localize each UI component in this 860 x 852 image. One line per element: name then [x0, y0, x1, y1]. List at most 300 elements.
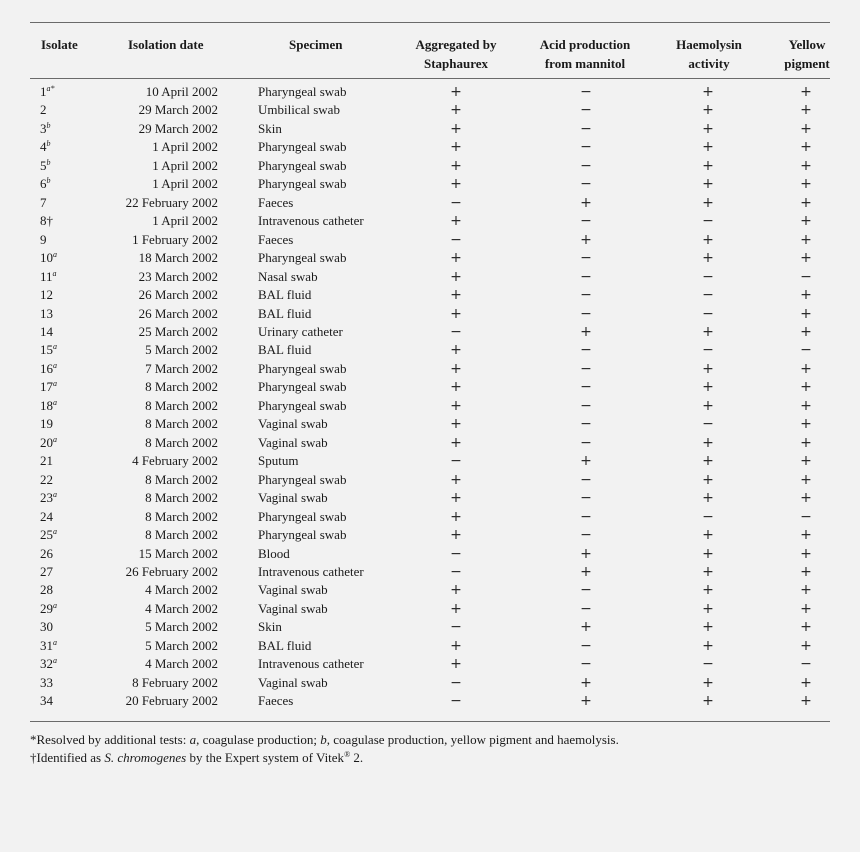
isolation-date-cell: 8 March 2002: [145, 397, 218, 413]
isolation-date-cell: 26 February 2002: [125, 563, 218, 579]
isolation-date-cell: 1 April 2002: [152, 213, 218, 229]
haemolysin-result: −: [702, 305, 714, 322]
haemolysin-result: +: [702, 323, 714, 340]
aggregated-result: −: [450, 323, 462, 340]
isolation-date-cell: 4 March 2002: [145, 600, 218, 616]
table-row: [0, 268, 860, 286]
acid-production-result: −: [580, 600, 592, 617]
footnote-resolved-b: b: [320, 732, 327, 747]
specimen-cell: Pharyngeal swab: [258, 176, 347, 192]
isolate-number: 3: [40, 120, 47, 136]
specimen-cell: Pharyngeal swab: [258, 250, 347, 266]
isolate-footnote-mark: a: [53, 342, 57, 352]
haemolysin-result: −: [702, 342, 714, 359]
table-row: [0, 212, 860, 230]
isolation-date-cell: 7 March 2002: [145, 360, 218, 376]
isolate-number: 12: [40, 287, 53, 303]
haemolysin-result: +: [702, 379, 714, 396]
isolate-cell: [40, 545, 53, 563]
isolate-number: 7: [40, 194, 47, 210]
haemolysin-result: +: [702, 490, 714, 507]
isolate-footnote-mark: a: [53, 360, 57, 370]
isolate-number: 14: [40, 323, 53, 339]
acid-production-result: −: [580, 397, 592, 414]
isolate-cell: [40, 581, 53, 599]
specimen-cell: Faeces: [258, 693, 294, 709]
specimen-cell: BAL fluid: [258, 637, 312, 653]
table-row: [0, 600, 860, 618]
aggregated-result: +: [450, 600, 462, 617]
isolate-cell: [40, 120, 51, 138]
specimen-cell: BAL fluid: [258, 342, 312, 358]
aggregated-result: +: [450, 508, 462, 525]
isolate-number: 31: [40, 637, 53, 653]
isolate-number: 21: [40, 453, 53, 469]
aggregated-result: +: [450, 471, 462, 488]
aggregated-result: −: [450, 194, 462, 211]
yellow-pigment-result: +: [800, 231, 812, 248]
aggregated-result: +: [450, 268, 462, 285]
yellow-pigment-result: +: [800, 582, 812, 599]
isolate-cell: [40, 600, 57, 618]
table-row: [0, 655, 860, 673]
acid-production-result: +: [580, 693, 592, 710]
isolation-date-cell: 23 March 2002: [138, 268, 218, 284]
isolate-cell: [40, 618, 53, 636]
aggregated-result: +: [450, 287, 462, 304]
specimen-cell: Faeces: [258, 194, 294, 210]
isolate-footnote-mark: a: [53, 656, 57, 666]
specimen-cell: Vaginal swab: [258, 434, 328, 450]
acid-production-result: −: [580, 287, 592, 304]
specimen-cell: Sputum: [258, 453, 299, 469]
aggregated-result: −: [450, 693, 462, 710]
isolate-cell: [40, 341, 57, 359]
isolate-cell: [40, 692, 53, 710]
isolation-date-cell: 1 April 2002: [152, 157, 218, 173]
acid-production-result: +: [580, 231, 592, 248]
yellow-pigment-result: +: [800, 157, 812, 174]
header-rule: [30, 78, 830, 79]
yellow-pigment-result: +: [800, 305, 812, 322]
header-acid-line2: from mannitol: [544, 56, 626, 71]
acid-production-result: −: [580, 268, 592, 285]
haemolysin-result: +: [702, 157, 714, 174]
specimen-cell: Vaginal swab: [258, 416, 328, 432]
haemolysin-result: −: [702, 268, 714, 285]
haemolysin-result: −: [702, 416, 714, 433]
isolate-number: 34: [40, 693, 53, 709]
footnote-resolved: [30, 731, 619, 749]
aggregated-result: +: [450, 360, 462, 377]
isolate-number: 24: [40, 508, 53, 524]
haemolysin-result: +: [702, 674, 714, 691]
isolate-number: 19: [40, 416, 53, 432]
acid-production-result: −: [580, 471, 592, 488]
haemolysin-result: +: [702, 693, 714, 710]
footnote-identified-mid: by the Expert system of Vitek: [186, 750, 345, 765]
isolate-footnote-mark: a: [53, 250, 57, 260]
isolate-footnote-mark: b: [46, 139, 51, 149]
yellow-pigment-result: +: [800, 213, 812, 230]
aggregated-result: +: [450, 379, 462, 396]
acid-production-result: −: [580, 250, 592, 267]
acid-production-result: −: [580, 213, 592, 230]
isolate-cell: [40, 323, 53, 341]
isolate-number: 1: [40, 84, 47, 99]
isolate-cell: [40, 138, 51, 156]
isolation-date-cell: 8 March 2002: [145, 379, 218, 395]
isolate-cell: [40, 268, 57, 286]
yellow-pigment-result: +: [800, 120, 812, 137]
bottom-rule: [30, 721, 830, 722]
isolate-number: 17: [40, 379, 53, 395]
isolate-cell: [40, 526, 57, 544]
isolation-date-cell: 8 March 2002: [145, 471, 218, 487]
yellow-pigment-result: −: [800, 268, 812, 285]
yellow-pigment-result: +: [800, 563, 812, 580]
specimen-cell: Skin: [258, 120, 282, 136]
table-row: [0, 157, 860, 175]
isolate-footnote-mark: a: [52, 268, 57, 278]
specimen-cell: Vaginal swab: [258, 490, 328, 506]
aggregated-result: +: [450, 397, 462, 414]
isolate-cell: [40, 655, 57, 673]
isolate-cell: [40, 286, 53, 304]
haemolysin-result: +: [702, 360, 714, 377]
isolation-date-cell: 8 February 2002: [132, 674, 218, 690]
yellow-pigment-result: +: [800, 360, 812, 377]
haemolysin-result: +: [702, 563, 714, 580]
yellow-pigment-result: +: [800, 453, 812, 470]
aggregated-result: +: [450, 305, 462, 322]
footnote-resolved-prefix: *Resolved by additional tests:: [30, 732, 190, 747]
aggregated-result: +: [450, 176, 462, 193]
table-row: [0, 415, 860, 433]
specimen-cell: Intravenous catheter: [258, 563, 364, 579]
acid-production-result: −: [580, 176, 592, 193]
isolate-footnote-mark: a: [53, 490, 57, 500]
isolation-date-cell: 8 March 2002: [145, 508, 218, 524]
specimen-cell: BAL fluid: [258, 287, 312, 303]
aggregated-result: +: [450, 637, 462, 654]
haemolysin-result: +: [702, 619, 714, 636]
yellow-pigment-result: +: [800, 323, 812, 340]
table-row: [0, 471, 860, 489]
acid-production-result: −: [580, 508, 592, 525]
header-yellow-line1: Yellow: [788, 37, 826, 52]
footnote-identified-suffix: 2.: [350, 750, 364, 765]
isolate-number: 6: [40, 176, 47, 192]
specimen-cell: Pharyngeal swab: [258, 379, 347, 395]
table-row: [0, 83, 860, 101]
acid-production-result: −: [580, 360, 592, 377]
isolation-date-cell: 1 April 2002: [152, 176, 218, 192]
acid-production-result: −: [580, 490, 592, 507]
isolate-cell: [40, 378, 57, 396]
isolation-date-cell: 26 March 2002: [138, 305, 218, 321]
isolate-number: 33: [40, 674, 53, 690]
isolate-number: 15: [40, 342, 53, 358]
isolate-number: 22: [40, 471, 53, 487]
header-specimen: Specimen: [289, 37, 343, 52]
acid-production-result: −: [580, 379, 592, 396]
isolate-cell: [40, 563, 53, 581]
isolate-cell: [40, 360, 57, 378]
header-yellow-line2: pigment: [784, 56, 830, 71]
aggregated-result: +: [450, 102, 462, 119]
yellow-pigment-result: +: [800, 416, 812, 433]
specimen-cell: Umbilical swab: [258, 102, 340, 118]
isolation-date-cell: 26 March 2002: [138, 287, 218, 303]
footnote-species: S. chromogenes: [104, 750, 187, 765]
specimen-cell: Pharyngeal swab: [258, 471, 347, 487]
isolate-cell: [40, 637, 57, 655]
haemolysin-result: −: [702, 508, 714, 525]
top-rule: [30, 22, 830, 23]
header-aggregated-line1: Aggregated by: [415, 37, 497, 52]
specimen-cell: Pharyngeal swab: [258, 527, 347, 543]
footnote-identified: [30, 749, 363, 767]
table-row: [0, 360, 860, 378]
isolation-date-cell: 10 April 2002: [145, 84, 218, 99]
haemolysin-result: +: [702, 545, 714, 562]
table-row: [0, 452, 860, 470]
table-row: [0, 323, 860, 341]
registered-mark: ®: [344, 750, 351, 759]
aggregated-result: +: [450, 139, 462, 156]
table-row: [0, 341, 860, 359]
specimen-cell: Pharyngeal swab: [258, 84, 347, 99]
acid-production-result: +: [580, 194, 592, 211]
aggregated-result: +: [450, 120, 462, 137]
table-row: [0, 175, 860, 193]
haemolysin-result: +: [702, 397, 714, 414]
aggregated-result: +: [450, 527, 462, 544]
specimen-cell: Pharyngeal swab: [258, 157, 347, 173]
isolation-date-cell: 1 April 2002: [152, 139, 218, 155]
haemolysin-result: +: [702, 84, 714, 100]
header-aggregated-line2: Staphaurex: [423, 56, 489, 71]
acid-production-result: −: [580, 342, 592, 359]
yellow-pigment-result: +: [800, 490, 812, 507]
specimen-cell: Skin: [258, 619, 282, 635]
table-row: [0, 434, 860, 452]
isolate-cell: [40, 452, 53, 470]
isolate-cell: [40, 194, 47, 212]
aggregated-result: +: [450, 213, 462, 230]
aggregated-result: +: [450, 250, 462, 267]
aggregated-result: +: [450, 84, 462, 100]
isolate-cell: [40, 101, 47, 119]
isolate-cell: [40, 674, 53, 692]
isolation-date-cell: 5 March 2002: [145, 342, 218, 358]
table-row: [0, 674, 860, 692]
haemolysin-result: +: [702, 471, 714, 488]
haemolysin-result: −: [702, 213, 714, 230]
isolate-number: 29: [40, 600, 53, 616]
table-row: [0, 637, 860, 655]
yellow-pigment-result: +: [800, 637, 812, 654]
isolate-cell: [40, 305, 53, 323]
header-yellow-pigment: [774, 35, 840, 73]
acid-production-result: +: [580, 674, 592, 691]
specimen-cell: Pharyngeal swab: [258, 397, 347, 413]
isolate-footnote-mark: a*: [46, 84, 55, 93]
header-aggregated: [405, 35, 507, 73]
isolate-footnote-mark: b: [46, 176, 51, 186]
table-row: [0, 581, 860, 599]
acid-production-result: +: [580, 619, 592, 636]
aggregated-result: +: [450, 342, 462, 359]
yellow-pigment-result: +: [800, 619, 812, 636]
table-row: [0, 305, 860, 323]
yellow-pigment-result: −: [800, 656, 812, 673]
isolate-cell: [40, 471, 53, 489]
acid-production-result: +: [580, 453, 592, 470]
acid-production-result: +: [580, 563, 592, 580]
table-row: [0, 563, 860, 581]
table-row: [0, 618, 860, 636]
isolate-number: 10: [40, 250, 53, 266]
yellow-pigment-result: +: [800, 139, 812, 156]
haemolysin-result: +: [702, 453, 714, 470]
isolation-date-cell: 25 March 2002: [138, 323, 218, 339]
isolation-date-cell: 5 March 2002: [145, 637, 218, 653]
yellow-pigment-result: +: [800, 176, 812, 193]
isolate-number: 4: [40, 139, 47, 155]
isolation-date-cell: 5 March 2002: [145, 619, 218, 635]
isolate-number: 30: [40, 619, 53, 635]
yellow-pigment-result: +: [800, 379, 812, 396]
isolate-number: 32: [40, 656, 53, 672]
acid-production-result: −: [580, 582, 592, 599]
yellow-pigment-result: +: [800, 674, 812, 691]
isolate-footnote-mark: a: [53, 397, 57, 407]
acid-production-result: +: [580, 323, 592, 340]
header-acid-production: [527, 35, 643, 73]
header-haemolysin-line2: activity: [688, 56, 730, 71]
table-row: [0, 286, 860, 304]
isolate-footnote-mark: a: [53, 434, 57, 444]
isolate-footnote-mark: b: [46, 157, 51, 167]
acid-production-result: −: [580, 434, 592, 451]
aggregated-result: −: [450, 563, 462, 580]
isolate-number: 20: [40, 434, 53, 450]
aggregated-result: +: [450, 434, 462, 451]
isolate-footnote-mark: a: [53, 637, 57, 647]
aggregated-result: −: [450, 674, 462, 691]
isolation-date-cell: 4 February 2002: [132, 453, 218, 469]
isolate-cell: [40, 508, 53, 526]
isolate-number: 2: [40, 102, 47, 118]
isolate-cell: [40, 489, 57, 507]
acid-production-result: −: [580, 656, 592, 673]
isolate-cell: [40, 415, 53, 433]
acid-production-result: −: [580, 416, 592, 433]
acid-production-result: −: [580, 102, 592, 119]
isolation-date-cell: 8 March 2002: [145, 527, 218, 543]
isolate-cell: [40, 249, 57, 267]
haemolysin-result: +: [702, 434, 714, 451]
isolate-cell: [40, 83, 55, 101]
isolation-date-cell: 8 March 2002: [145, 490, 218, 506]
specimen-cell: Blood: [258, 545, 290, 561]
table-row: [0, 194, 860, 212]
specimen-cell: Nasal swab: [258, 268, 318, 284]
yellow-pigment-result: +: [800, 693, 812, 710]
specimen-cell: Pharyngeal swab: [258, 508, 347, 524]
acid-production-result: +: [580, 545, 592, 562]
haemolysin-result: +: [702, 527, 714, 544]
yellow-pigment-result: +: [800, 287, 812, 304]
aggregated-result: +: [450, 490, 462, 507]
haemolysin-result: +: [702, 120, 714, 137]
yellow-pigment-result: +: [800, 397, 812, 414]
table-row: [0, 120, 860, 138]
haemolysin-result: −: [702, 656, 714, 673]
isolate-footnote-mark: a: [53, 527, 57, 537]
isolate-cell: [40, 397, 57, 415]
isolation-date-cell: 29 March 2002: [138, 102, 218, 118]
specimen-cell: Urinary catheter: [258, 323, 343, 339]
aggregated-result: +: [450, 157, 462, 174]
isolate-number: 23: [40, 490, 53, 506]
haemolysin-result: −: [702, 287, 714, 304]
isolate-number: 11: [40, 268, 53, 284]
haemolysin-result: +: [702, 582, 714, 599]
haemolysin-result: +: [702, 637, 714, 654]
header-haemolysin: [664, 35, 754, 73]
isolate-footnote-mark: b: [46, 120, 51, 130]
aggregated-result: −: [450, 545, 462, 562]
table-row: [0, 101, 860, 119]
isolate-cell: [40, 212, 53, 230]
isolate-number: 25: [40, 527, 53, 543]
isolate-number: 18: [40, 397, 53, 413]
yellow-pigment-result: +: [800, 434, 812, 451]
footnote-resolved-a: a: [189, 732, 197, 747]
aggregated-result: −: [450, 619, 462, 636]
haemolysin-result: +: [702, 600, 714, 617]
isolation-date-cell: 20 February 2002: [125, 693, 218, 709]
isolate-number: 5: [40, 157, 47, 173]
header-isolate: Isolate: [41, 37, 78, 52]
haemolysin-result: +: [702, 250, 714, 267]
isolate-number: 28: [40, 582, 53, 598]
header-isolation-date: Isolation date: [128, 37, 204, 52]
yellow-pigment-result: +: [800, 600, 812, 617]
isolation-date-cell: 8 March 2002: [145, 434, 218, 450]
table-row: [0, 545, 860, 563]
isolation-date-cell: 4 March 2002: [145, 656, 218, 672]
yellow-pigment-result: +: [800, 471, 812, 488]
isolate-footnote-mark: a: [53, 379, 57, 389]
footnote-resolved-mid: , coagulase production;: [196, 732, 321, 747]
specimen-cell: Vaginal swab: [258, 582, 328, 598]
acid-production-result: −: [580, 157, 592, 174]
isolate-number: 13: [40, 305, 53, 321]
acid-production-result: −: [580, 139, 592, 156]
isolate-cell: [40, 231, 47, 249]
isolate-number: 8†: [40, 213, 53, 229]
table-row: [0, 249, 860, 267]
yellow-pigment-result: +: [800, 527, 812, 544]
isolation-date-cell: 15 March 2002: [138, 545, 218, 561]
isolate-number: 27: [40, 563, 53, 579]
footnote-resolved-rest: , coagulase production, yellow pigment and haemolysis.: [326, 732, 619, 747]
acid-production-result: −: [580, 84, 592, 100]
